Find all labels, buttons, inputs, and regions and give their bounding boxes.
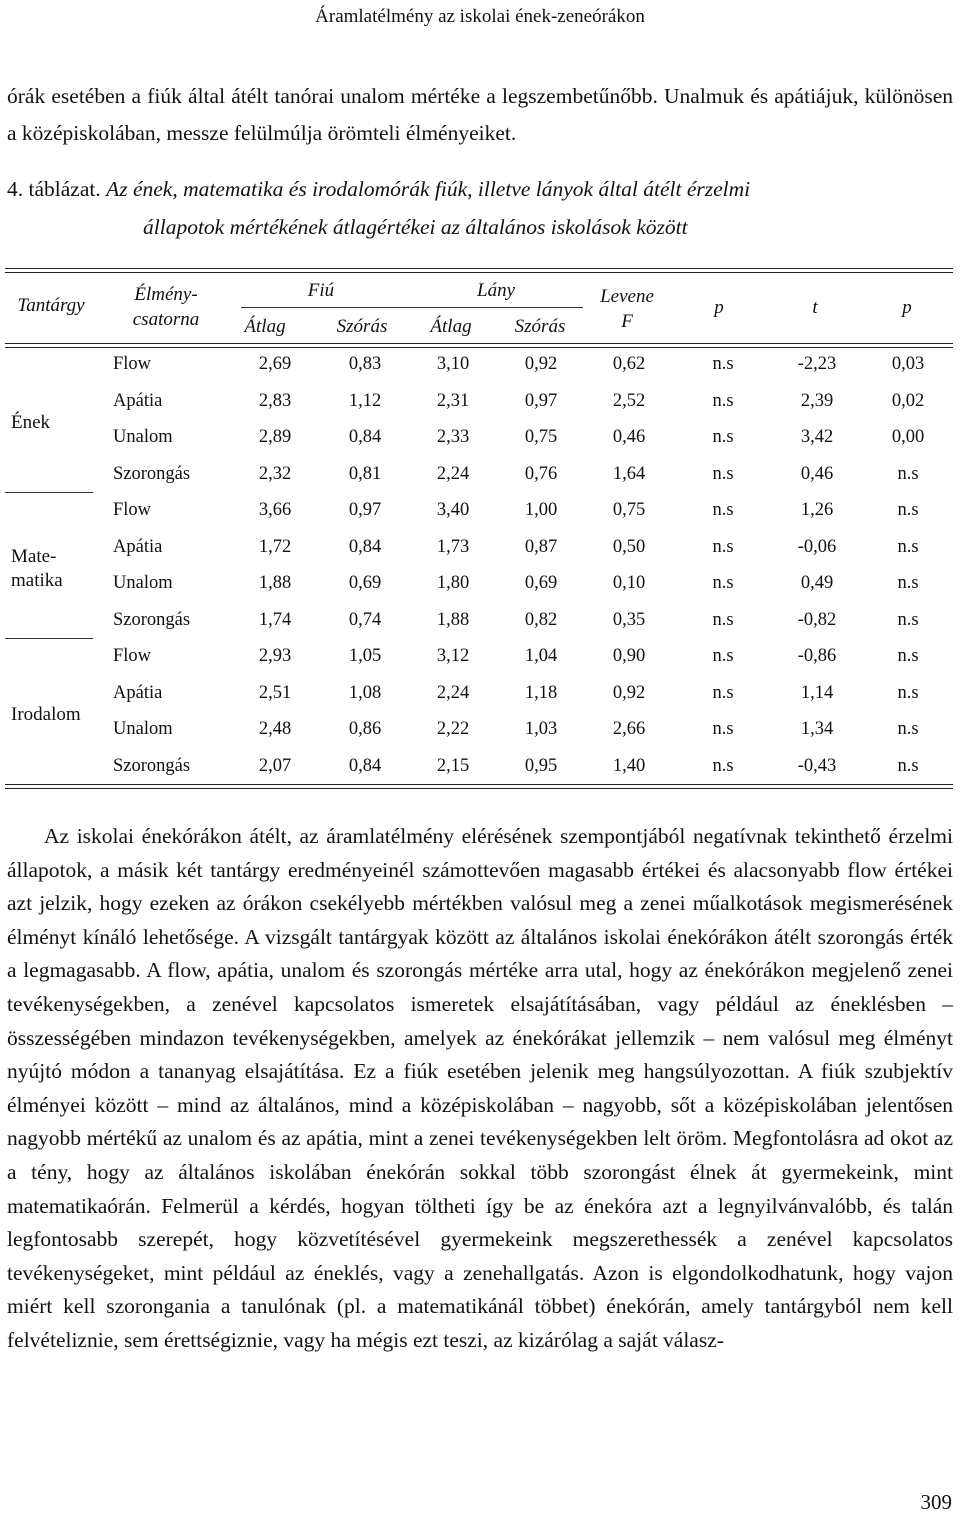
cell-girl-sd: 0,75	[524, 427, 558, 447]
cell-girl-mean: 1,80	[436, 573, 470, 593]
cell-girl-sd: 0,97	[524, 390, 558, 411]
cell-boy-mean: 1,88	[258, 573, 292, 593]
cell-levene: 0,62	[612, 354, 646, 374]
header-boys: Fiú	[307, 280, 335, 301]
cell-t: -0,06	[797, 536, 837, 557]
cell-boy-sd: 0,81	[348, 463, 382, 484]
header-channel-line1: Élmény-	[134, 284, 198, 305]
cell-p: n.s	[712, 536, 734, 557]
header-t: t	[812, 297, 818, 318]
intro-paragraph: órák esetében a fiúk által átélt tanórai unalom mértéke a legszembetűnőbb. Unalmuk és apátiájuk, különösen a középiskolában, messze felülmúlja örömteli élményeiket.	[7, 84, 953, 145]
subject-line: matika	[11, 570, 63, 591]
cell-p: n.s	[712, 682, 734, 703]
cell-channel: Unalom	[113, 427, 173, 447]
cell-p2: n.s	[897, 646, 919, 666]
table-caption-line1: Az ének, matematika és irodalomórák fiúk, illetve lányok által átélt érzelmi	[106, 177, 751, 201]
cell-levene: 2,52	[612, 390, 646, 411]
cell-girl-sd: 0,87	[524, 536, 558, 557]
cell-girl-sd: 0,69	[524, 573, 558, 593]
cell-levene: 0,75	[612, 500, 646, 520]
cell-boy-mean: 1,72	[258, 536, 292, 557]
header-girls: Lány	[477, 280, 515, 301]
cell-boy-sd: 0,84	[348, 536, 382, 557]
cell-levene: 0,35	[612, 609, 646, 630]
header-girls-sd: Szórás	[514, 316, 566, 337]
cell-girl-sd: 1,00	[524, 500, 558, 520]
cell-levene: 0,92	[612, 682, 646, 703]
cell-channel: Flow	[113, 646, 152, 666]
cell-boy-sd: 1,05	[348, 646, 382, 666]
header-boys-rule	[241, 307, 411, 308]
cell-t: -0,86	[797, 646, 837, 666]
cell-boy-mean: 2,89	[258, 427, 292, 447]
cell-girl-sd: 0,82	[524, 609, 558, 630]
cell-girl-sd: 0,92	[524, 354, 558, 374]
cell-girl-sd: 0,95	[524, 755, 558, 776]
cell-boy-mean: 2,48	[258, 719, 292, 739]
cell-p: n.s	[712, 500, 734, 520]
header-girls-rule	[411, 307, 583, 308]
cell-p2: n.s	[897, 573, 919, 593]
cell-boy-sd: 1,12	[348, 390, 382, 411]
cell-boy-mean: 2,07	[258, 755, 292, 776]
cell-channel: Apátia	[113, 682, 163, 703]
cell-boy-mean: 2,51	[258, 682, 292, 703]
cell-girl-sd: 1,04	[524, 646, 558, 666]
cell-p: n.s	[712, 609, 734, 630]
cell-t: -2,23	[797, 354, 837, 374]
page-number: 309	[920, 1490, 952, 1514]
cell-girl-mean: 2,24	[436, 463, 470, 484]
cell-t: 1,34	[800, 719, 834, 739]
cell-p2: 0,03	[891, 354, 925, 374]
cell-boy-sd: 0,74	[348, 609, 382, 630]
cell-channel: Apátia	[113, 536, 163, 557]
header-p: p	[714, 297, 724, 318]
header-levene	[587, 284, 667, 334]
cell-girl-sd: 1,03	[524, 719, 558, 739]
cell-t: -0,82	[797, 609, 837, 630]
cell-boy-mean: 2,69	[258, 354, 292, 374]
cell-girl-mean: 2,24	[436, 682, 470, 703]
running-head: Áramlatélmény az iskolai ének-zeneórákon	[315, 6, 645, 27]
cell-channel: Flow	[113, 354, 152, 374]
cell-levene: 0,50	[612, 536, 646, 557]
cell-p2: 0,02	[891, 390, 925, 411]
cell-girl-sd: 1,18	[524, 682, 558, 703]
cell-boy-sd: 1,08	[348, 682, 382, 703]
subject-label	[11, 545, 63, 593]
data-table	[5, 268, 953, 792]
body-paragraph: Az iskolai énekórákon átélt, az áramlatélmény elérésének szempontjából negatívnak tekinthető érzelmi állapotok, a másik két tantárgy eredményeinél számottevően magasabb értékei és alacsonyabb flow értékei azt jelzik, hogy ezeken az órákon csekélyebb mértékben valósul meg a zenei műalkotások megismerésének élményt kínáló lehetősége. A vizsgált tantárgyak között az általános iskolai énekórákon átélt szorongás érték a legmagasabb. A flow, apátia, unalom és szorongás mértéke arra utal, hogy az énekórákon megjelenő zenei tevékenységekben, a zenével kapcsolatos ismeretek elsajátításában, vagy például az éneklésben – összességében mindazon tevékenységekben, amelyek az énekórákat jellemzik – nem valósul meg élményt nyújtó módon a tananyag elsajátítása. Ez a fiúk esetében jelenik meg hangsúlyozottan. A fiúk szubjektív élményei között – mind az általános, mind a középiskolában – nagyobb, sőt a középiskolában jelentősen nagyobb mértékű az unalom és az apátia, mint a zenei tevékenységekben lelt öröm. Megfontolásra ad okot az a tény, hogy az általános iskolában énekórán sokkal több szorongást élnek át gyermekeink, mint matematikaórán. Felmerül a kérdés, hogyan töltheti így be az énekóra azt a legnyilvánvalóbb, és talán legfontosabb szerepét, hogy közvetítésével gyermekeink megszerethessék a zenével kapcsolatos tevékenységeket, mint például az éneklés, vagy a zenehallgatás. Azon is elgondolkodhatunk, hogy vajon miért kell szorongania a tanulónak (pl. a matematikánál többet) énekórán, amely tantárgyból nem kell felvételiznie, sem érettségiznie, vagy ha mégis ezt teszi, az kizárólag a saját válasz-	[7, 824, 953, 1352]
cell-girl-mean: 2,33	[436, 427, 470, 447]
cell-boy-sd: 0,83	[348, 354, 382, 374]
cell-channel: Apátia	[113, 390, 163, 411]
cell-girl-mean: 3,10	[436, 354, 470, 374]
cell-channel: Szorongás	[113, 755, 191, 776]
cell-levene: 1,64	[612, 463, 646, 484]
cell-t: 2,39	[800, 390, 834, 411]
cell-channel: Szorongás	[113, 463, 191, 484]
cell-girl-mean: 3,12	[436, 646, 470, 666]
table-caption	[7, 170, 953, 246]
cell-t: 3,42	[800, 427, 834, 447]
cell-p: n.s	[712, 390, 734, 411]
cell-boy-sd: 0,84	[348, 427, 382, 447]
cell-p: n.s	[712, 719, 734, 739]
cell-p2: n.s	[897, 463, 919, 484]
cell-channel: Unalom	[113, 719, 173, 739]
cell-boy-mean: 2,93	[258, 646, 292, 666]
cell-p2: n.s	[897, 500, 919, 520]
subject-label	[11, 703, 81, 727]
subject-line: Mate-	[11, 546, 57, 567]
cell-boy-sd: 0,84	[348, 755, 382, 776]
subject-line: Ének	[11, 412, 51, 433]
cell-t: 1,26	[800, 500, 834, 520]
table-caption-line2: állapotok mértékének átlagértékei az általános iskolások között	[143, 215, 688, 239]
cell-channel: Unalom	[113, 573, 173, 593]
group-divider	[5, 638, 93, 639]
header-boys-sd: Szórás	[336, 316, 388, 337]
cell-boy-mean: 3,66	[258, 500, 292, 520]
subject-line: Irodalom	[11, 704, 81, 725]
cell-boy-mean: 2,83	[258, 390, 292, 411]
cell-levene: 1,40	[612, 755, 646, 776]
cell-girl-mean: 3,40	[436, 500, 470, 520]
cell-levene: 0,10	[612, 573, 646, 593]
header-p2: p	[902, 297, 912, 318]
cell-girl-mean: 1,73	[436, 536, 470, 557]
cell-p2: n.s	[897, 755, 919, 776]
cell-p: n.s	[712, 755, 734, 776]
cell-levene: 0,46	[612, 427, 646, 447]
cell-girl-sd: 0,76	[524, 463, 558, 484]
cell-t: 0,49	[800, 573, 834, 593]
header-boys-mean: Átlag	[244, 316, 286, 337]
cell-boy-sd: 0,69	[348, 573, 382, 593]
cell-t: 1,14	[800, 682, 834, 703]
cell-girl-mean: 2,22	[436, 719, 470, 739]
cell-p2: n.s	[897, 536, 919, 557]
subject-label	[11, 411, 50, 435]
cell-levene: 0,90	[612, 646, 646, 666]
cell-levene: 2,66	[612, 719, 646, 739]
table-bottom-rule	[5, 784, 953, 789]
header-levene-line2: F	[621, 311, 633, 332]
cell-girl-mean: 2,31	[436, 390, 470, 411]
cell-boy-mean: 1,74	[258, 609, 292, 630]
cell-t: -0,43	[797, 755, 837, 776]
cell-p2: 0,00	[891, 427, 925, 447]
cell-girl-mean: 1,88	[436, 609, 470, 630]
table-header-rule	[5, 343, 953, 348]
cell-p2: n.s	[897, 609, 919, 630]
cell-boy-sd: 0,97	[348, 500, 382, 520]
header-channel	[101, 282, 231, 332]
cell-boy-sd: 0,86	[348, 719, 382, 739]
header-levene-line1: Levene	[600, 286, 654, 307]
cell-t: 0,46	[800, 463, 834, 484]
cell-boy-mean: 2,32	[258, 463, 292, 484]
cell-p: n.s	[712, 427, 734, 447]
cell-p: n.s	[712, 354, 734, 374]
cell-p: n.s	[712, 646, 734, 666]
header-subject: Tantárgy	[17, 295, 85, 316]
cell-p: n.s	[712, 573, 734, 593]
cell-p2: n.s	[897, 719, 919, 739]
header-girls-mean: Átlag	[430, 316, 472, 337]
group-divider	[5, 492, 93, 493]
cell-channel: Szorongás	[113, 609, 191, 630]
cell-p: n.s	[712, 463, 734, 484]
header-channel-line2: csatorna	[132, 309, 200, 330]
table-label: 4. táblázat.	[7, 177, 101, 201]
table-top-rule	[5, 268, 953, 273]
cell-p2: n.s	[897, 682, 919, 703]
cell-girl-mean: 2,15	[436, 755, 470, 776]
cell-channel: Flow	[113, 500, 152, 520]
